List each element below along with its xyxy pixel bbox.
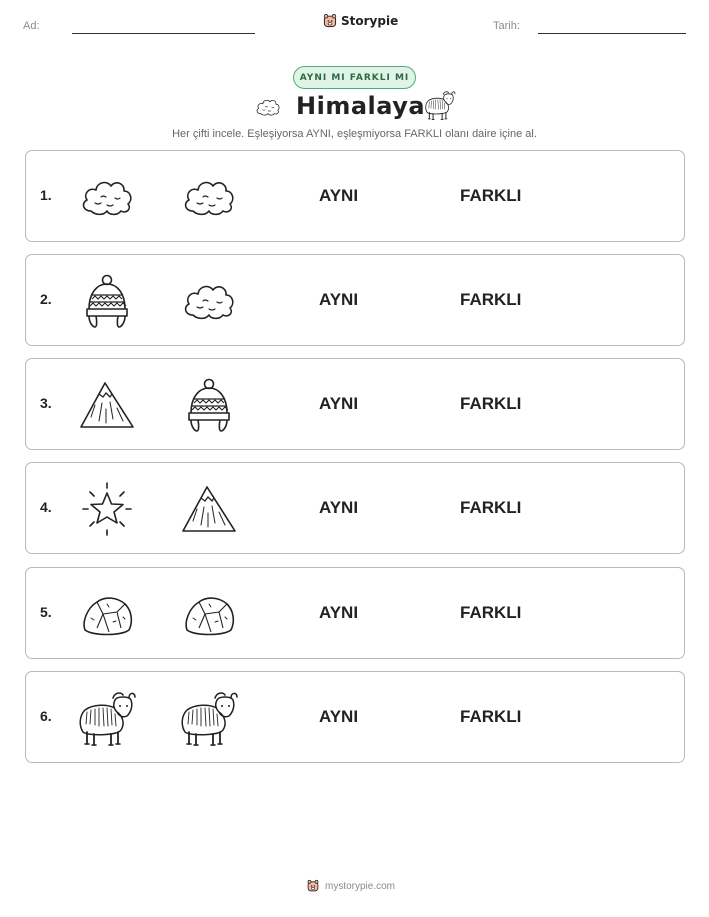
same-option[interactable]: AYNI [319, 603, 359, 622]
mountain-icon [179, 479, 239, 539]
star-icon [77, 479, 137, 539]
date-label: Tarih: [493, 20, 520, 32]
question-number: 2. [40, 291, 52, 307]
question-row-1 [25, 150, 685, 242]
different-option[interactable]: FARKLI [460, 498, 522, 517]
beanie-hat-icon [77, 271, 137, 331]
yak-icon [424, 89, 456, 121]
different-option[interactable]: FARKLI [460, 603, 522, 622]
question-row-3 [25, 358, 685, 450]
same-option[interactable]: AYNI [319, 498, 359, 517]
yak-icon [179, 688, 239, 748]
question-row-6 [25, 671, 685, 763]
question-row-2 [25, 254, 685, 346]
name-label: Ad: [23, 20, 40, 32]
same-option[interactable]: AYNI [319, 394, 359, 413]
same-option[interactable]: AYNI [319, 707, 359, 726]
same-option[interactable]: AYNI [319, 290, 359, 309]
brand-logo [322, 13, 398, 29]
different-option[interactable]: FARKLI [460, 707, 522, 726]
yak-icon [77, 688, 137, 748]
cloud-icon [179, 271, 239, 331]
footer-url[interactable]: mystorypie.com [325, 880, 396, 892]
footer [306, 879, 395, 893]
brand-name: Storypie [341, 14, 399, 28]
question-number: 3. [40, 395, 52, 411]
beanie-hat-icon [179, 375, 239, 435]
question-row-5 [25, 567, 685, 659]
page-title: Himalaya [296, 92, 426, 120]
instructions: Her çifti incele. Eşleşiyorsa AYNI, eşleşmiyorsa FARKLI olanı daire içine al. [172, 128, 537, 140]
brand-mascot-icon [306, 879, 320, 893]
cloud-icon [254, 93, 282, 121]
rock-icon [77, 584, 137, 644]
different-option[interactable]: FARKLI [460, 290, 522, 309]
mountain-icon [77, 375, 137, 435]
brand-mascot-icon [322, 13, 338, 29]
question-number: 1. [40, 187, 52, 203]
cloud-icon [77, 167, 137, 227]
name-field-line[interactable] [72, 33, 255, 34]
different-option[interactable]: FARKLI [460, 394, 522, 413]
same-option[interactable]: AYNI [319, 186, 359, 205]
different-option[interactable]: FARKLI [460, 186, 522, 205]
cloud-icon [179, 167, 239, 227]
question-number: 5. [40, 604, 52, 620]
rock-icon [179, 584, 239, 644]
question-number: 6. [40, 708, 52, 724]
activity-badge: AYNI MI FARKLI MI [293, 66, 416, 89]
question-number: 4. [40, 499, 52, 515]
question-row-4 [25, 462, 685, 554]
date-field-line[interactable] [538, 33, 686, 34]
